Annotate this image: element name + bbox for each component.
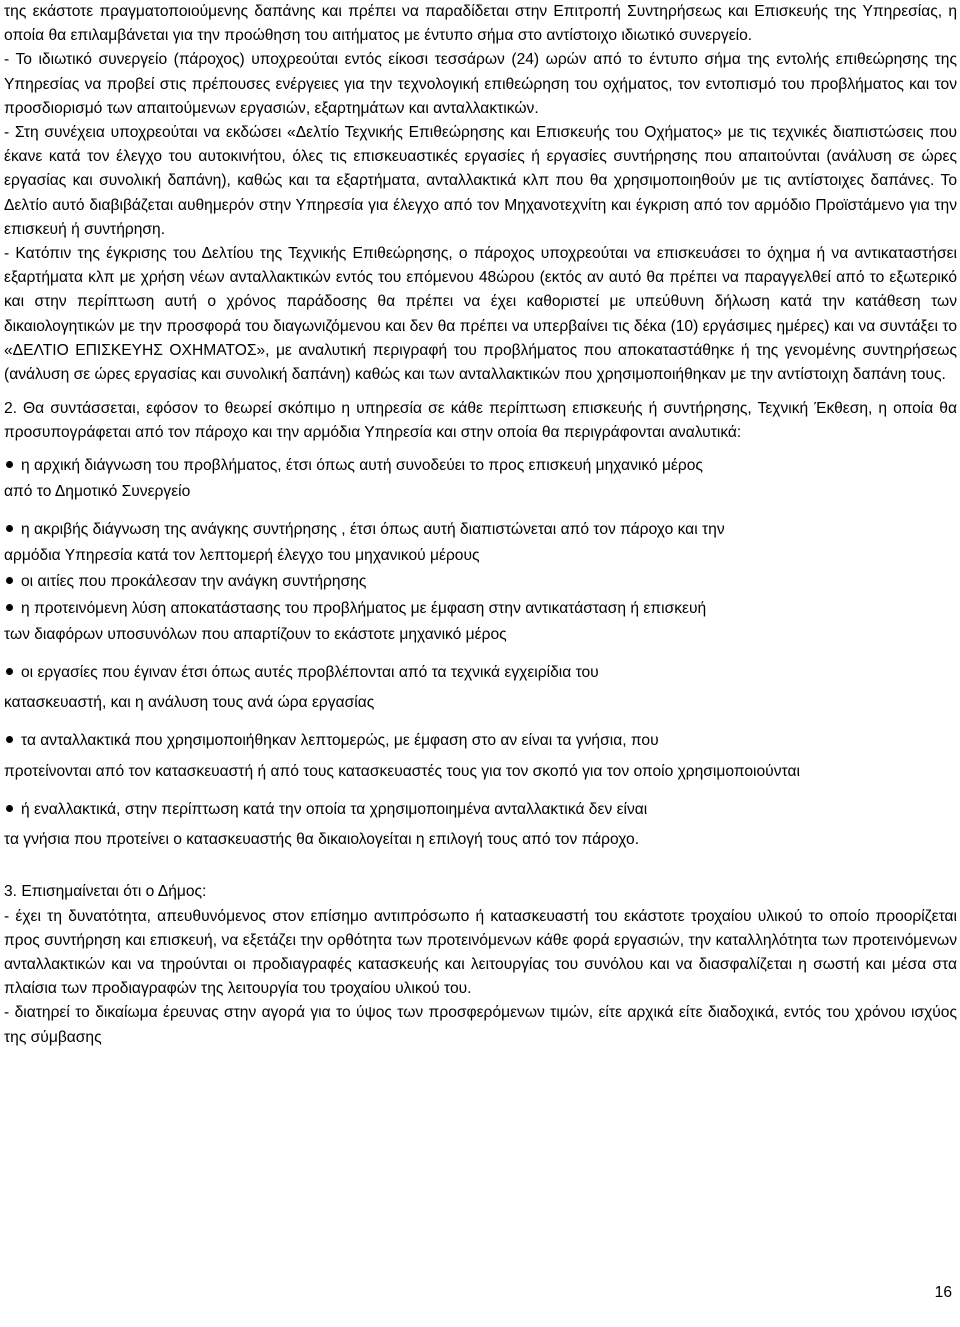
bullet-icon bbox=[6, 668, 13, 675]
page-number: 16 bbox=[934, 1284, 952, 1301]
list-item: οι εργασίες που έγιναν έτσι όπως αυτές προβλέπονται από τα τεχνικά εγχειρίδια του bbox=[4, 661, 957, 685]
bullet-list bbox=[4, 454, 957, 853]
list-item-continuation: αρμόδια Υπηρεσία κατά τον λεπτομερή έλεγχο του μηχανικού μέρους bbox=[4, 547, 480, 565]
section-3-heading: 3. Επισημαίνεται ότι ο Δήμος: bbox=[4, 883, 207, 901]
paragraph-intro: της εκάστοτε πραγματοποιούμενης δαπάνης και πρέπει να παραδίδεται στην Επιτροπή Συντηρήσεως και Επισκευής της Υπηρεσίας, η οποία θα επιλαμβάνεται για την προώθηση του αιτήματος με έντυπο σήμα στο αντίστοιχο ιδιωτικό συνεργείο. bbox=[4, 3, 957, 45]
bullet-icon bbox=[6, 604, 13, 611]
list-item: ή εναλλακτικά, στην περίπτωση κατά την οποία τα χρησιμοποιημένα ανταλλακτικά δεν είναι bbox=[4, 798, 957, 822]
list-item-continuation: τα γνήσια που προτείνει ο κατασκευαστής θα δικαιολογείται η επιλογή τους από τον πάροχο. bbox=[4, 831, 640, 849]
bullet-icon bbox=[6, 805, 13, 812]
paragraph-section-2: 2. Θα συντάσσεται, εφόσον το θεωρεί σκόπιμο η υπηρεσία σε κάθε περίπτωση επισκευής ή συντήρησης, Τεχνική Έκθεση, η οποία θα προσυπογράφεται από τον πάροχο και την αρμόδια Υπηρεσία και στην οποία θα περιγράφονται αναλυτικά: bbox=[4, 400, 957, 442]
section-3-item-1: - έχει τη δυνατότητα, απευθυνόμενος στον επίσημο αντιπρόσωπο ή κατασκευαστή του εκάστοτε τροχαίου υλικού το οποίο προορίζεται προς συντήρηση και επισκευή, να εξετάζει την ορθότητα των προτεινόμενων κάθε φορά εργασιών, την καταλληλότητα των προτεινόμενων ανταλλακτικών και να τηρούνται οι προδιαγραφές κατασκευής και λειτουργίας του συνόλου και να διασφαλίζεται η σωστή και μέσα στα πλαίσια των προδιαγραφών της λειτουργία του τροχαίου υλικού του. bbox=[4, 907, 957, 998]
list-item-continuation: από το Δημοτικό Συνεργείο bbox=[4, 482, 191, 500]
list-item-continuation: κατασκευαστή, και η ανάλυση τους ανά ώρα εργασίας bbox=[4, 694, 375, 712]
paragraph-dash-1: - Το ιδιωτικό συνεργείο (πάροχος) υποχρεούται εντός είκοσι τεσσάρων (24) ωρών από το έντυπο σήμα της εντολής επιθεώρησης της Υπηρεσίας να προβεί στις πρέπουσες ενέργειες για την τεχνολογική επιθεώρηση του οχήματος, τον εντοπισμό του προβλήματος και τον προσδιορισμό των απαιτούμενων εργασιών, εξαρτημάτων και ανταλλακτικών. bbox=[4, 51, 957, 117]
section-3-item-2: - διατηρεί το δικαίωμα έρευνας στην αγορά για το ύψος των προσφερόμενων τιμών, είτε αρχικά είτε διαδοχικά, εντός του χρόνου ισχύος της σύμβασης bbox=[4, 1004, 957, 1046]
list-item: η ακριβής διάγνωση της ανάγκης συντήρησης , έτσι όπως αυτή διαπιστώνεται από τον πάροχο και την bbox=[4, 518, 957, 542]
bullet-icon bbox=[6, 577, 13, 584]
bullet-icon bbox=[6, 461, 13, 468]
section-3 bbox=[4, 880, 957, 1049]
document-page bbox=[4, 0, 957, 1050]
list-item: οι αιτίες που προκάλεσαν την ανάγκη συντήρησης bbox=[4, 570, 957, 594]
paragraph-dash-2: - Στη συνέχεια υποχρεούται να εκδώσει «Δελτίο Τεχνικής Επιθεώρησης και Επισκευής του Οχήματος» με τις τεχνικές διαπιστώσεις που έκανε κατά τον έλεγχο του αυτοκινήτου, όλες τις επισκευαστικές εργασίες ή εργασίες συντήρησης που απαιτούνται (ανάλυση σε ώρες εργασίας και συνολική δαπάνη), καθώς και τα εξαρτήματα, ανταλλακτικά κλπ που θα χρησιμοποιηθούν με τις αντίστοιχες δαπάνες. Το Δελτίο αυτό διαβιβάζεται αυθημερόν στην Υπηρεσία για έλεγχο από τον Μηχανοτεχνίτη και έγκριση από τον αρμόδιο Προϊστάμενο για την επισκευή ή συντήρηση. bbox=[4, 124, 957, 238]
bullet-icon bbox=[6, 525, 13, 532]
list-item: η αρχική διάγνωση του προβλήματος, έτσι όπως αυτή συνοδεύει το προς επισκευή μηχανικό μέρος bbox=[4, 454, 957, 478]
bullet-icon bbox=[6, 736, 13, 743]
list-item-continuation: των διαφόρων υποσυνόλων που απαρτίζουν το εκάστοτε μηχανικό μέρος bbox=[4, 625, 507, 643]
paragraph-dash-3: - Κατόπιν της έγκρισης του Δελτίου της Τεχνικής Επιθεώρησης, ο πάροχος υποχρεούται να επισκευάσει το όχημα ή να αντικαταστήσει εξαρτήματα κλπ με χρήση νέων ανταλλακτικών εντός του επόμενου 48ώρου (εκτός αν αυτό θα πρέπει να παραγγελθεί από το εξωτερικό και στην περίπτωση αυτή ο χρόνος παράδοσης θα πρέπει να έχει καθοριστεί με υπεύθυνη δήλωση κατά την κατάθεση των δικαιολογητικών με την προσφορά του διαγωνιζόμενου και δεν θα πρέπει να υπερβαίνει τις δέκα (10) εργάσιμες ημέρες) και να συντάξει το «ΔΕΛΤΙΟ ΕΠΙΣΚΕΥΗΣ ΟΧΗΜΑΤΟΣ», με αναλυτική περιγραφή του προβλήματος που αποκαταστάθηκε ή της γενομένης συντηρήσεως (ανάλυση σε ώρες εργασίας και συνολική δαπάνη) καθώς και των ανταλλακτικών που χρησιμοποιήθηκαν με την αντίστοιχη δαπάνη τους. bbox=[4, 245, 957, 384]
list-item: η προτεινόμενη λύση αποκατάστασης του προβλήματος με έμφαση στην αντικατάσταση ή επισκευή bbox=[4, 597, 957, 621]
list-item: τα ανταλλακτικά που χρησιμοποιήθηκαν λεπτομερώς, με έμφαση στο αν είναι τα γνήσια, που bbox=[4, 729, 957, 753]
list-item-continuation: προτείνονται από τον κατασκευαστή ή από τους κατασκευαστές τους για τον σκοπό για τον οποίο χρησιμοποιούνται bbox=[4, 762, 800, 780]
